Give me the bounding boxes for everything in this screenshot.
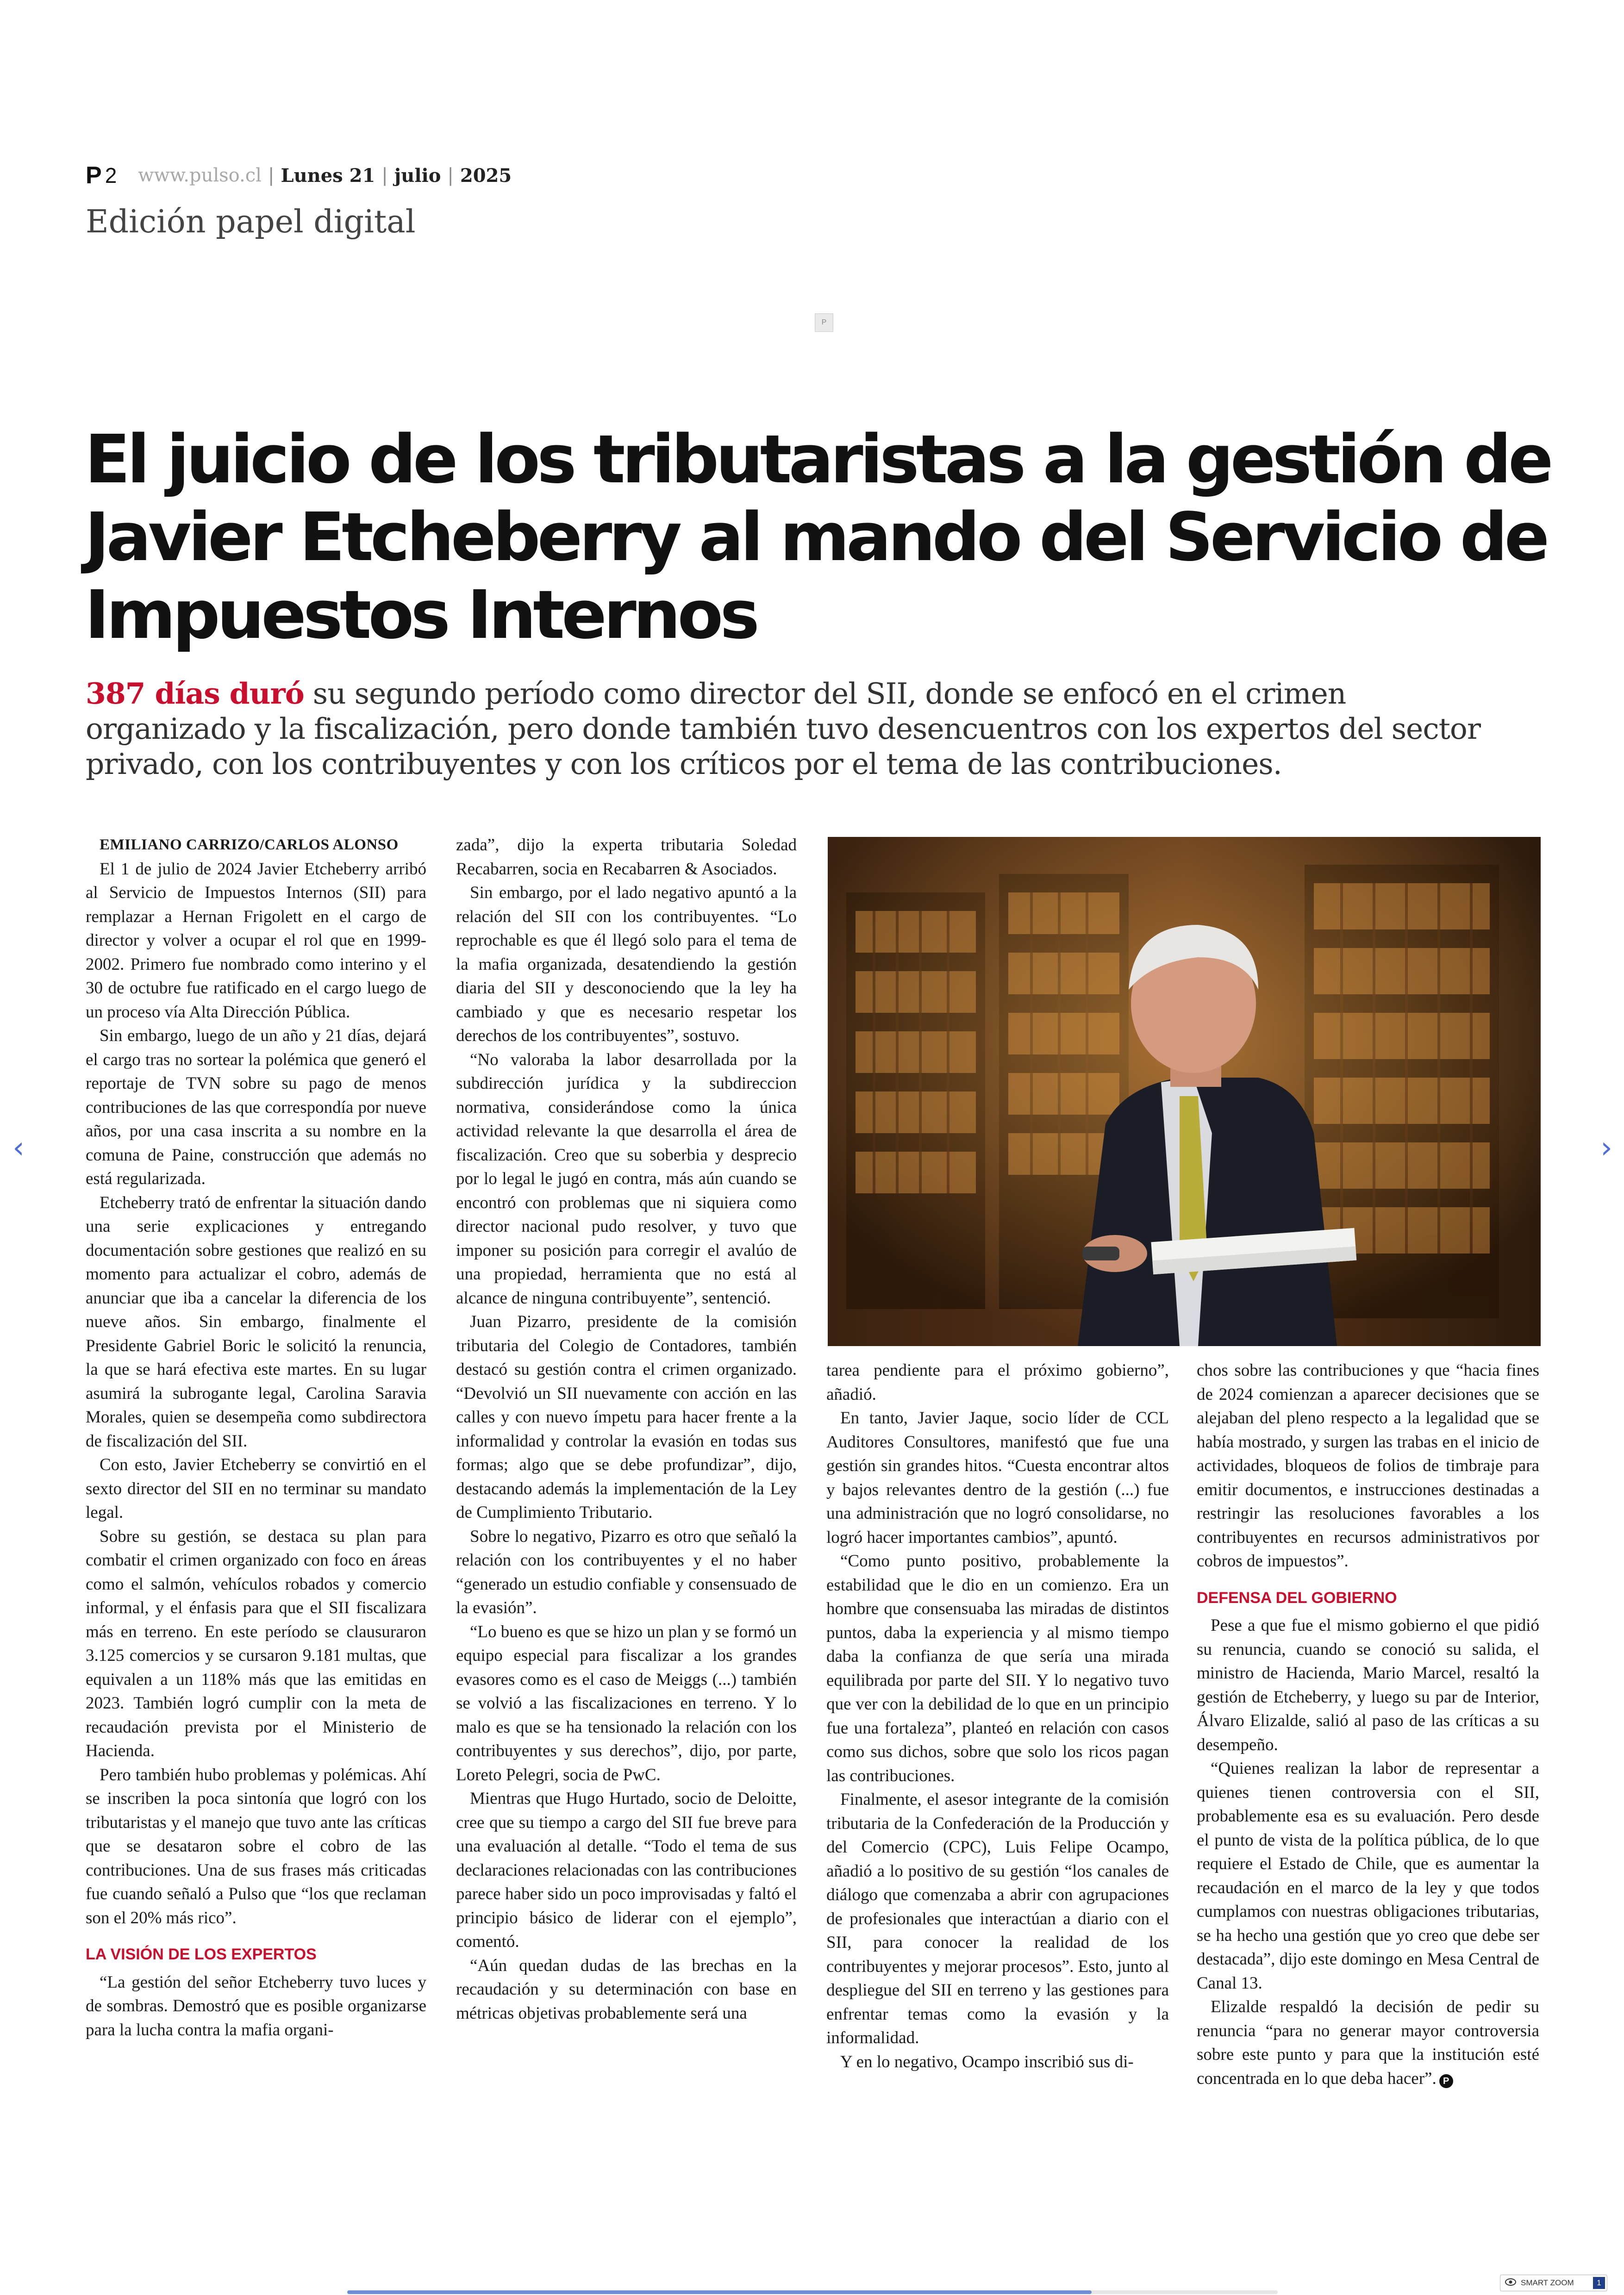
paragraph: Juan Pizarro, presidente de la comisión tributaria del Colegio de Contadores, también destacó su gestión contra el crimen organizado. “Devolvió un SII nuevamente con acción en las calles y con nuevo ímpetu para hacer frente a la informalidad y controlar la evasión en todas sus formas; algo que se debe profundizar”, dijo, destacando además la implementación de la Ley de Cumplimiento Tributario. xyxy=(456,1312,797,1522)
article-headline: El juicio de los tributaristas a la gestión de Javier Etcheberry al mando del Servicio de Impuestos Internos xyxy=(85,420,1550,654)
edition-label: Edición papel digital xyxy=(86,204,416,240)
paragraph: Sobre su gestión, se destaca su plan para combatir el crimen organizado con foco en áreas como el salmón, vehículos robados y comercio informal, y el énfasis para que el SII fiscalizara más en terreno. En este período se clausuraron 3.125 comercios y se cursaron 9.181 multas, que equivalen a un 118% más que las emitidas en 2023. También logró cumplir con la meta de recaudación prevista por el Ministerio de Hacienda. xyxy=(86,1527,426,1760)
paragraph: Pero también hubo problemas y polémicas. Ahí se inscriben la poca sintonía que logró con los tributaristas y el manejo que tuvo ante las críticas que se desataron sobre el cobro de las contribuciones. Una de sus frases más criticadas fue cuando señaló a Pulso que “los que reclaman son el 20% más rico”. xyxy=(86,1765,426,1927)
paragraph: “Como punto positivo, probablemente la estabilidad que le dio en un comienzo. Era un hombre que consensuaba las miradas de distintos puntos, daba la experiencia y al mismo tiempo daba la confianza de que sería una mirada equilibrada por parte del SII. Y lo negativo tuvo que ver con la debilidad de lo que en un principio fue una fortaleza”, planteó en relación con casos como sus dichos, sobre que solo los ricos pagan las contribuciones. xyxy=(826,1552,1169,1785)
deck-text: su segundo período como director del SII, donde se enfocó en el crimen organizado y la fiscalización, pero donde también tuvo desencuentros con los expertos del sector privado, con los contribuyentes y con los críticos por el tema de las contribuciones. xyxy=(86,677,1480,781)
site-url[interactable]: www.pulso.cl xyxy=(138,165,262,186)
page-badge: 1 xyxy=(1593,2277,1605,2289)
paragraph: “Aún quedan dudas de las brechas en la recaudación y su determinación con base en métricas objetivas probablemente será una xyxy=(456,1956,797,2023)
paragraph: Mientras que Hugo Hurtado, socio de Deloitte, cree que su tiempo a cargo del SII fue breve para una evaluación al detalle. “Todo el tema de sus declaraciones relacionadas con las contribuciones parece haber sido un poco improvisadas y faltó el principio básico de liderar con el ejemplo”, comentó. xyxy=(456,1789,797,1951)
paragraph-text: Elizalde respaldó la decisión de pedir su renuncia “para no generar mayor controversia sobre este punto y para que la institución esté concentrada en lo que deba hacer”. xyxy=(1197,1997,1539,2088)
next-page-icon[interactable]: › xyxy=(1600,1131,1612,1165)
paragraph: Sin embargo, por el lado negativo apuntó a la relación del SII con los contribuyentes. “Lo reprochable es que él llegó solo para el tema de la mafia organizada, desatendiendo la gestión diaria del SII y desconociendo que la ley ha cambiado y que es necesario respetar los derechos de los contribuyentes”, sostuvo. xyxy=(456,883,797,1045)
paragraph: Pese a que fue el mismo gobierno el que pidió su renuncia, cuando se conoció su salida, el ministro de Hacienda, Mario Marcel, resaltó la gestión de Etcheberry, y luego su par de Interior, Álvaro Elizalde, salió al paso de las críticas a su desempeño. xyxy=(1197,1616,1539,1754)
article-column-1 xyxy=(86,833,426,2042)
date-year: 2025 xyxy=(460,164,512,187)
photo-etcheberry-library xyxy=(828,837,1541,1346)
paragraph: “No valoraba la labor desarrollada por la subdirección jurídica y la subdireccion normativa, considerándose como la única actividad relevante la que desarrolla el área de fiscalización. Creo que su soberbia y desprecio por lo legal le jugó en contra, más aún cuando se encontró con problemas que ni siquiera como director nacional pudo resolver, y tuvo que imponer su posición para corregir el avalúo de una propiedad, herramienta que no está al alcance de ninguna contribuyente”, sentenció. xyxy=(456,1050,797,1308)
paragraph: Sobre lo negativo, Pizarro es otro que señaló la relación con los contribuyentes y el no haber “generado un estudio confiable y consensuado de la evasión”. xyxy=(456,1527,797,1617)
page-header xyxy=(86,159,512,192)
pulso-logo: P xyxy=(86,162,101,189)
paragraph: “Quienes realizan la labor de representar a quienes tienen controversia con el SII, probablemente esa es su evaluación. Pero desde el punto de vista de la política pública, de lo que requiere el Estado de Chile, que es aumentar la recaudación en el marco de la ley y que todos cumplamos con nuestras obligaciones tributarias, se ha hecho una gestión que yo creo que debe ser destacada”, dijo este domingo en Mesa Central de Canal 13. xyxy=(1197,1759,1539,1993)
byline: EMILIANO CARRIZO/CARLOS ALONSO xyxy=(100,836,399,853)
article-photo xyxy=(828,837,1541,1346)
paragraph: chos sobre las contribuciones y que “hacia fines de 2024 comienzan a aparecer decisiones que se alejaban del pleno respecto a la legalidad que se había mostrado, y surgen las trabas en el inicio de actividades, bloqueos de folios de timbraje para emitir documentos, e instrucciones destinadas a restringir las resoluciones favorables a los contribuyentes en recursos administrativos por cobros de impuestos”. xyxy=(1197,1361,1539,1571)
paragraph xyxy=(1197,1995,1539,2090)
eye-icon xyxy=(1505,2278,1516,2288)
paragraph: Con esto, Javier Etcheberry se convirtió en el sexto director del SII en no terminar su mandato legal. xyxy=(86,1455,426,1522)
article-column-4 xyxy=(1197,1359,1539,2090)
article-column-2 xyxy=(456,833,797,2025)
paragraph: Sin embargo, luego de un año y 21 días, dejará el cargo tras no sortear la polémica que generó el reportaje de TVN sobre su pago de menos contribuciones de las que correspondía por nueve años, por una casa inscrita a su nombre en la comuna de Paine, construcción que además no está regularizada. xyxy=(86,1026,426,1188)
article-deck xyxy=(86,676,1484,782)
smart-zoom-label: SMART ZOOM xyxy=(1521,2278,1574,2287)
deck-lead: 387 días duró xyxy=(86,676,304,711)
paragraph: “Lo bueno es que se hizo un plan y se formó un equipo especial para fiscalizar a los grandes evasores como es el caso de Meiggs (...) también se volvió a las fiscalizaciones en terreno. Y lo malo es que se ha tensionado la relación con los contribuyentes y sus derechos”, dijo, por parte, Loreto Pelegri, socia de PwC. xyxy=(456,1622,797,1784)
date-month: julio xyxy=(394,164,441,187)
page-number-label: 2 xyxy=(105,163,117,187)
end-mark-icon: P xyxy=(1439,2074,1453,2088)
smart-zoom-button[interactable] xyxy=(1500,2275,1607,2291)
separator: | xyxy=(381,165,388,186)
scrollbar-thumb[interactable] xyxy=(347,2290,1092,2294)
article-column-3 xyxy=(826,1359,1169,2074)
subhead-government: DEFENSA DEL GOBIERNO xyxy=(1197,1589,1397,1607)
paragraph: Finalmente, el asesor integrante de la comisión tributaria de la Confederación de la Producción y del Comercio (CPC), Luis Felipe Ocampo, añadió a lo positivo de su gestión “los canales de diálogo que comenzaba a abrir con agrupaciones de profesionales que interactúan a diario con el SII, para conocer la realidad de los contribuyentes y mejorar procesos”. Esto, junto al despliegue del SII en terreno y las gestiones para enfrentar temas como la evasión y la informalidad. xyxy=(826,1790,1169,2047)
previous-page-icon[interactable]: ‹ xyxy=(12,1131,25,1165)
paragraph: En tanto, Javier Jaque, socio líder de CCL Auditores Consultores, manifestó que fue una gestión sin grandes hitos. “Cuesta encontrar altos y bajos relevantes dentro de la gestión (...) fue una administración que no logró consolidarse, no logró hacer importantes cambios”, apuntó. xyxy=(826,1409,1169,1547)
paragraph: El 1 de julio de 2024 Javier Etcheberry arribó al Servicio de Impuestos Internos (SII) para remplazar a Hernan Frigolett en el cargo de director y volver a ocupar el rol que en 1999- 2002. Primero fue nombrado como interino y el 30 de octubre fue ratificado en el cargo luego de un proceso vía Alta Dirección Pública. xyxy=(86,859,426,1022)
subhead-experts: LA VISIÓN DE LOS EXPERTOS xyxy=(86,1946,317,1963)
separator: | xyxy=(268,165,275,186)
paragraph: “La gestión del señor Etcheberry tuvo luces y de sombras. Demostró que es posible organizarse para la lucha contra la mafia organi- xyxy=(86,1972,426,2039)
paragraph: Etcheberry trató de enfrentar la situación dando una serie explicaciones y entregando documentación sobre gestiones que realizó en su momento para actualizar el cobro, además de anunciar que iba a cancelar la diferencia de los nueve años. Sin embargo, finalmente el Presidente Gabriel Boric le solicitó la renuncia, la que se hará efectiva este martes. En su lugar asumirá la subrogante legal, Carolina Saravia Morales, quien se desempeña como subdirectora de fiscalización del SII. xyxy=(86,1193,426,1451)
paragraph: tarea pendiente para el próximo gobierno”, añadió. xyxy=(826,1361,1169,1404)
paragraph: zada”, dijo la experta tributaria Soledad Recabarren, socia en Recabarren & Asociados. xyxy=(456,836,797,879)
date-day: Lunes 21 xyxy=(281,164,375,187)
paragraph: Y en lo negativo, Ocampo inscribió sus di- xyxy=(840,2052,1134,2071)
ad-placeholder-icon: P xyxy=(815,313,833,332)
separator: | xyxy=(447,165,454,186)
